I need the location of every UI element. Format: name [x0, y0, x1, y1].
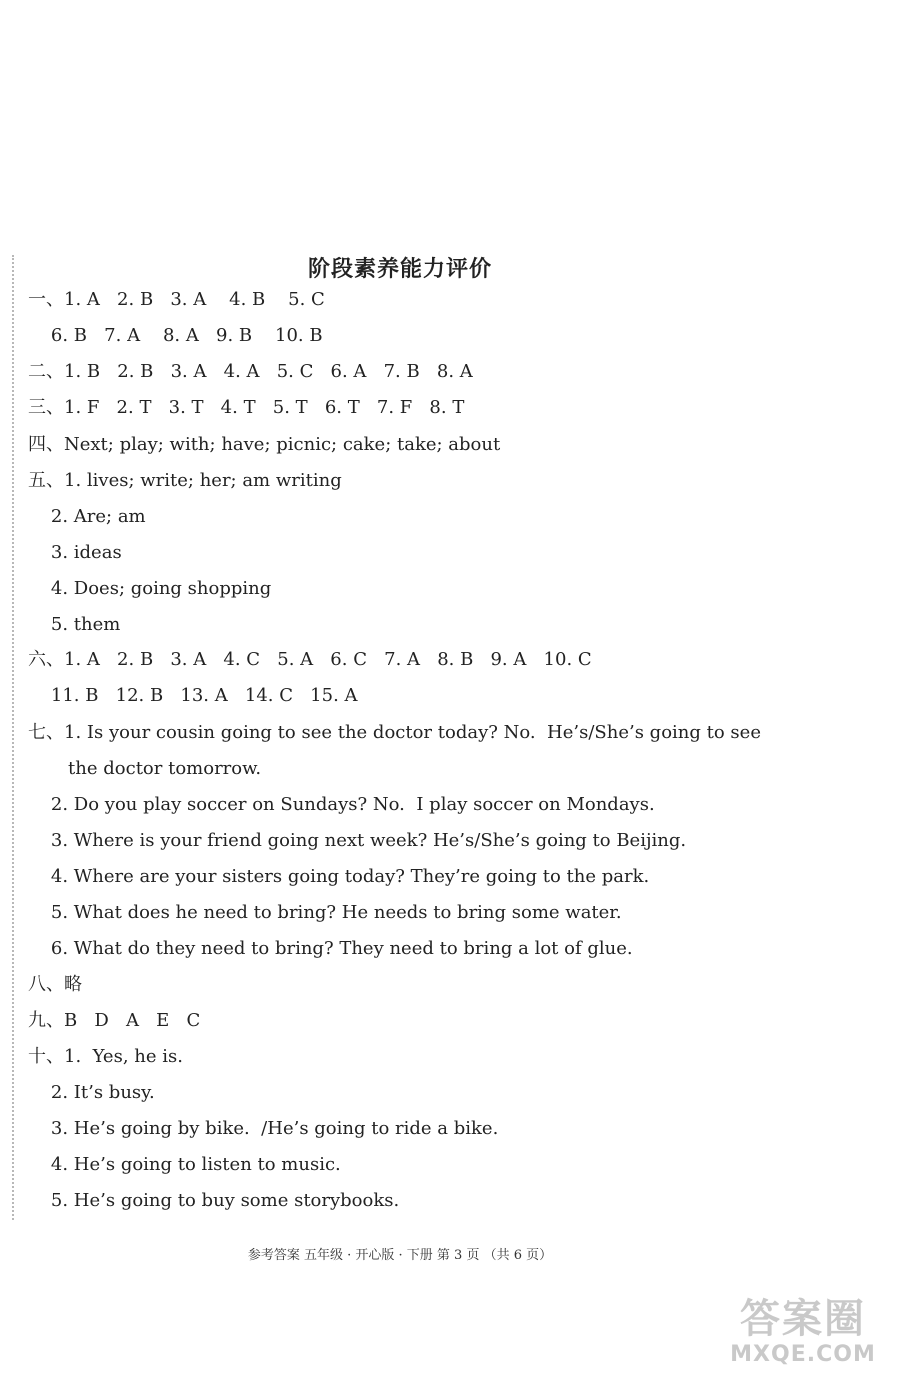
answer-line	[28, 973, 82, 997]
answer-line-text: 2. Are; am	[28, 506, 146, 527]
answer-line	[28, 793, 655, 817]
page-footer: 参考答案 五年级 · 开心版 · 下册 第 3 页 （共 6 页）	[247, 1248, 553, 1263]
answer-line-text: 6. What do they need to bring? They need to bring a lot of glue.	[28, 938, 633, 959]
answer-line	[28, 505, 146, 529]
answer-line-text: 6. B 7. A 8. A 9. B 10. B	[28, 325, 323, 346]
answer-line-text: 十、1. Yes, he is.	[28, 1046, 183, 1067]
answer-line-text: 四、Next; play; with; have; picnic; cake; take; about	[28, 434, 501, 455]
page-title: 阶段素养能力评价	[307, 256, 492, 282]
answer-line-text: 2. Do you play soccer on Sundays? No. I play soccer on Mondays.	[28, 794, 655, 815]
answer-line	[28, 684, 358, 708]
answer-line-text: 2. It’s busy.	[28, 1082, 155, 1103]
answer-line	[28, 1189, 399, 1213]
answer-line	[28, 901, 622, 925]
answer-line	[28, 1009, 200, 1033]
answer-line-text: the doctor tomorrow.	[28, 758, 262, 779]
answer-line	[28, 1081, 155, 1105]
answer-line	[28, 757, 261, 781]
answer-line-text: 5. He’s going to buy some storybooks.	[28, 1190, 400, 1211]
answer-line-text: 3. ideas	[28, 542, 122, 563]
answer-line	[28, 613, 120, 637]
watermark-logo: 答案圈	[740, 1296, 866, 1342]
answer-line	[28, 288, 325, 312]
answer-line-text: 七、1. Is your cousin going to see the doctor today? No. He’s/She’s going to see	[28, 722, 761, 743]
answer-line	[28, 1117, 498, 1141]
answer-line	[28, 324, 323, 348]
answer-line-text: 5. them	[28, 614, 121, 635]
answer-line-text: 11. B 12. B 13. A 14. C 15. A	[28, 685, 358, 706]
answer-line-text: 八、略	[28, 974, 82, 995]
answer-line-text: 六、1. A 2. B 3. A 4. C 5. A 6. C 7. A 8. B 9. A 10. C	[28, 649, 592, 670]
answer-line	[28, 396, 464, 420]
answer-line-text: 4. Where are your sisters going today? They’re going to the park.	[28, 866, 650, 887]
answer-line-text: 4. He’s going to listen to music.	[28, 1154, 341, 1175]
answer-line-text: 一、1. A 2. B 3. A 4. B 5. C	[28, 289, 325, 310]
answer-line	[28, 829, 686, 853]
answer-line	[28, 541, 122, 565]
answer-line-text: 九、B D A E C	[28, 1010, 201, 1031]
answer-line-text: 三、1. F 2. T 3. T 4. T 5. T 6. T 7. F 8. T	[28, 397, 465, 418]
answer-line	[28, 937, 633, 961]
answer-line-text: 5. What does he need to bring? He needs to bring some water.	[28, 902, 622, 923]
answer-line	[28, 648, 592, 672]
answer-line-text: 3. Where is your friend going next week? He’s/She’s going to Beijing.	[28, 830, 687, 851]
answer-line-text: 4. Does; going shopping	[28, 578, 272, 599]
answer-line-text: 二、1. B 2. B 3. A 4. A 5. C 6. A 7. B 8. A	[28, 361, 473, 382]
answer-line-text: 五、1. lives; write; her; am writing	[28, 470, 342, 491]
answer-line	[28, 360, 473, 384]
answer-line	[28, 721, 761, 745]
answer-line	[28, 577, 271, 601]
binding-margin-line	[12, 255, 14, 1220]
answer-line	[28, 1045, 183, 1069]
watermark-url: MXQE.COM	[730, 1342, 876, 1367]
answer-line	[28, 1153, 341, 1177]
watermark	[718, 1296, 888, 1381]
answer-line	[28, 469, 342, 493]
answer-line	[28, 433, 500, 457]
answer-line	[28, 865, 649, 889]
answer-line-text: 3. He’s going by bike. /He’s going to ride a bike.	[28, 1118, 499, 1139]
